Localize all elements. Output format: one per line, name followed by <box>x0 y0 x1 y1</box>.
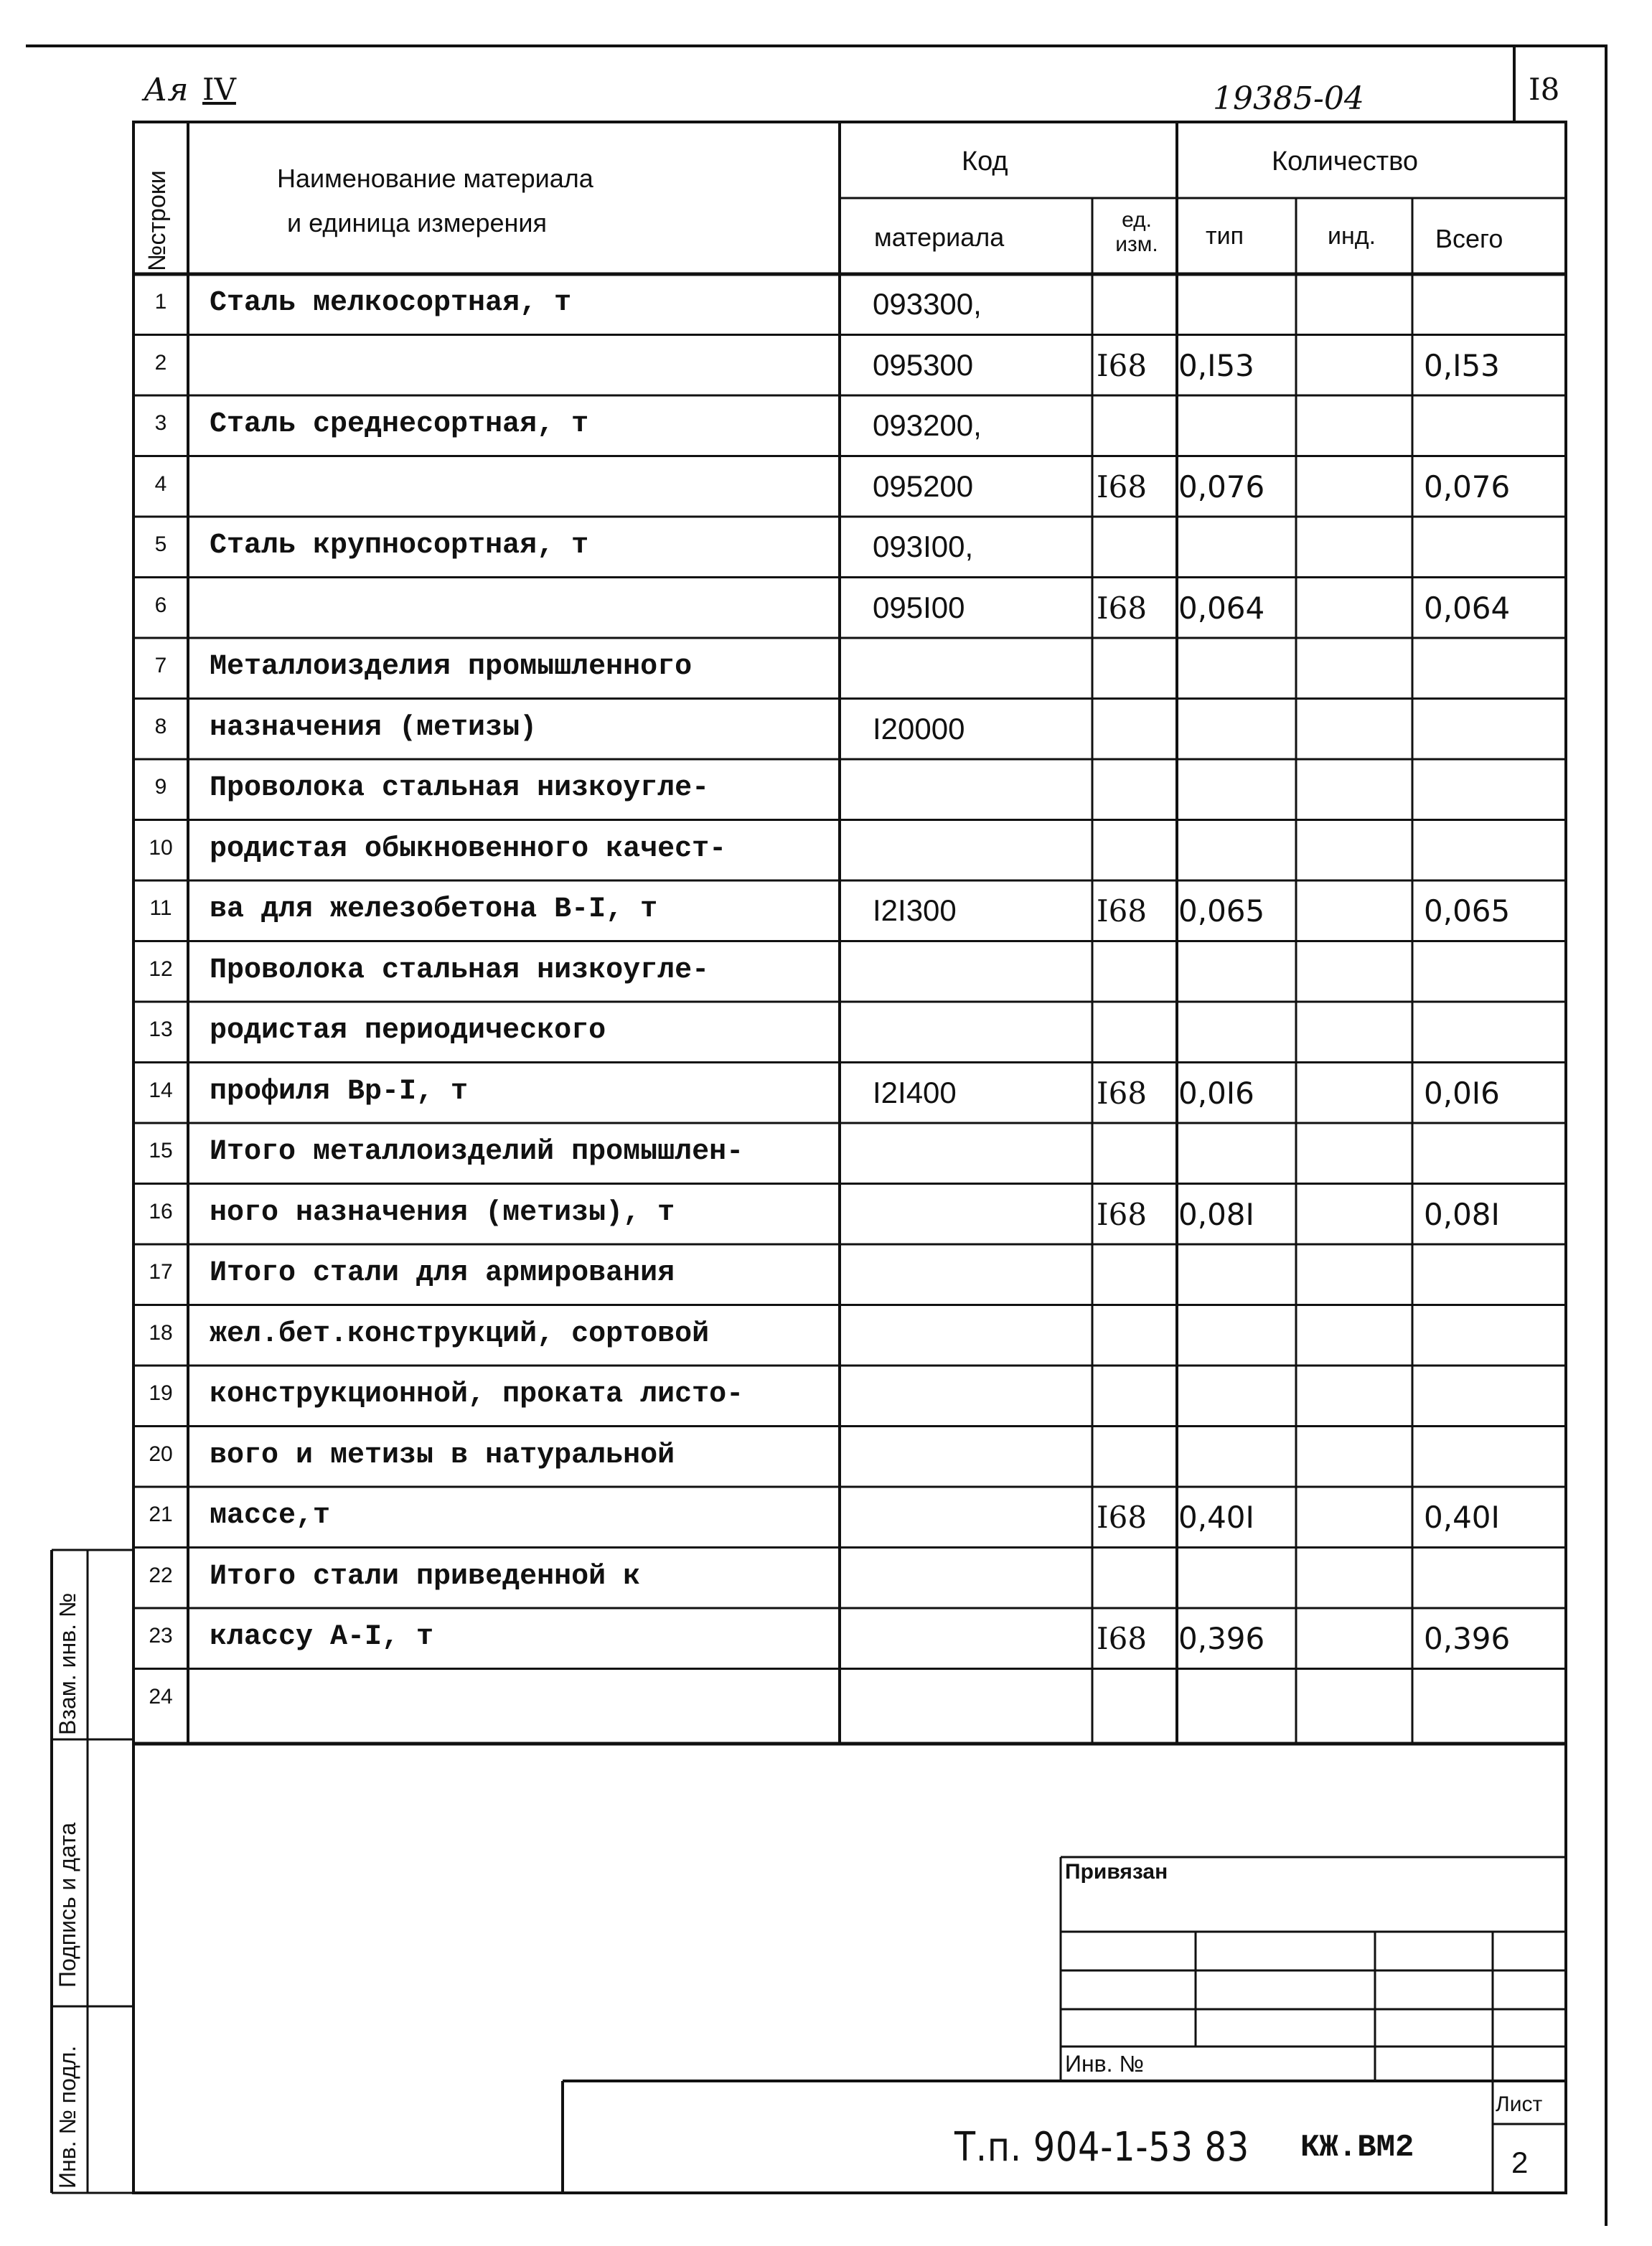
row-number: 21 <box>149 1503 173 1526</box>
cell-type: 0,08I <box>1178 1196 1254 1232</box>
row-number: 2 <box>154 350 167 375</box>
cell-total: 0,064 <box>1424 590 1511 626</box>
row-number: 24 <box>149 1684 173 1709</box>
doc-number: 19385-04 <box>1213 80 1364 117</box>
cell-type: 0,396 <box>1178 1621 1265 1656</box>
cell-code: 093300, <box>873 287 982 321</box>
cell-unit: I68 <box>1097 893 1148 929</box>
cell-name: Проволока стальная низкоугле- <box>210 954 710 987</box>
header-quantity: Количество <box>1272 146 1419 177</box>
row-number: 3 <box>154 411 167 435</box>
side-label-vzam-inv: Взам. инв. № <box>55 1592 80 1735</box>
cell-unit: I68 <box>1097 347 1148 383</box>
stamp-sheet-label: Лист <box>1496 2092 1543 2116</box>
cell-total: 0,I53 <box>1424 347 1500 383</box>
row-number: 8 <box>154 714 167 738</box>
row-number: 9 <box>154 775 167 799</box>
cell-type: 0,40I <box>1178 1500 1254 1535</box>
cell-name: родистая обыкновенного качест- <box>210 832 727 865</box>
cell-code: 095200 <box>873 469 974 503</box>
cell-total: 0,396 <box>1424 1621 1511 1656</box>
header-roman-numeral: IV <box>202 72 236 107</box>
stamp-mark: КЖ.ВМ2 <box>1300 2130 1414 2166</box>
row-number: 22 <box>149 1563 173 1587</box>
header-code-material: материала <box>874 222 1005 252</box>
cell-unit: I68 <box>1097 1500 1148 1535</box>
row-number: 13 <box>149 1018 173 1041</box>
cell-code: 093I00, <box>873 530 974 563</box>
cell-name: Итого стали для армирования <box>210 1257 675 1289</box>
page-number: I8 <box>1529 72 1560 107</box>
cell-name: ва для железобетона В-I, т <box>210 893 658 926</box>
row-number: 6 <box>154 593 167 617</box>
header-name-line2: и единица измерения <box>287 208 548 238</box>
row-number: 20 <box>149 1442 173 1466</box>
header-code: Код <box>962 146 1008 177</box>
row-number: 4 <box>154 471 167 496</box>
cell-code: 093200, <box>873 408 982 442</box>
cell-type: 0,064 <box>1178 590 1265 626</box>
cell-code: I2I400 <box>873 1075 957 1109</box>
cell-code: I2I300 <box>873 893 957 927</box>
cell-name: родистая периодического <box>210 1015 606 1047</box>
cell-name: профиля Вр-I, т <box>210 1075 469 1108</box>
row-number: 17 <box>149 1260 173 1284</box>
side-label-inv-podl: Инв. № подл. <box>55 2045 80 2189</box>
stamp-privyazan: Привязан <box>1065 1860 1168 1884</box>
cell-name: классу А-I, т <box>210 1621 434 1653</box>
cell-name: Сталь мелкосортная, т <box>210 287 572 319</box>
cell-name: конструкционной, проката листо- <box>210 1378 744 1411</box>
cell-name: массе,т <box>210 1500 331 1532</box>
row-number: 1 <box>154 290 167 314</box>
header-row-number: №строки <box>144 170 171 271</box>
row-number: 15 <box>149 1139 173 1162</box>
row-number: 10 <box>149 835 173 860</box>
row-number: 18 <box>149 1320 173 1345</box>
cell-total: 0,076 <box>1424 469 1511 504</box>
header-qty-type: тип <box>1206 222 1244 250</box>
row-number: 23 <box>149 1624 173 1648</box>
cell-name: ного назначения (метизы), т <box>210 1196 675 1229</box>
stamp-designation: Т.п. 904-1-53 83 <box>954 2124 1249 2171</box>
stamp-inv-no: Инв. № <box>1065 2051 1144 2077</box>
cell-name: Итого стали приведенной к <box>210 1560 641 1593</box>
row-number: 16 <box>149 1199 173 1223</box>
row-number: 14 <box>149 1078 173 1102</box>
header-handwritten-mark: Ая <box>144 72 189 108</box>
cell-name: Итого металлоизделий промышлен- <box>210 1136 744 1168</box>
cell-unit: I68 <box>1097 1075 1148 1111</box>
cell-code: I20000 <box>873 711 965 746</box>
row-number: 11 <box>149 896 172 920</box>
cell-name: вого и метизы в натуральной <box>210 1439 675 1472</box>
header-name-line1: Наименование материала <box>277 164 593 193</box>
cell-name: жел.бет.конструкций, сортовой <box>210 1317 710 1350</box>
row-number: 19 <box>149 1381 173 1405</box>
cell-unit: I68 <box>1097 469 1148 504</box>
side-label-podpis-data: Подпись и дата <box>55 1822 80 1988</box>
cell-name: Проволока стальная низкоугле- <box>210 772 710 804</box>
cell-total: 0,065 <box>1424 893 1511 929</box>
cell-type: 0,I53 <box>1178 347 1254 383</box>
row-number: 12 <box>149 957 173 981</box>
header-qty-ind: инд. <box>1328 222 1376 250</box>
cell-name: Металлоизделия промышленного <box>210 651 693 683</box>
cell-unit: I68 <box>1097 1196 1148 1232</box>
cell-name: Сталь среднесортная, т <box>210 408 589 441</box>
cell-unit: I68 <box>1097 1621 1148 1656</box>
header-qty-total: Всего <box>1435 224 1503 253</box>
cell-name: Сталь крупносортная, т <box>210 530 589 562</box>
cell-code: 095I00 <box>873 590 965 624</box>
row-number: 5 <box>154 532 167 556</box>
header-code-unit: ед. изм. <box>1115 208 1158 256</box>
cell-type: 0,065 <box>1178 893 1265 929</box>
cell-code: 095300 <box>873 347 974 382</box>
cell-name: назначения (метизы) <box>210 711 538 744</box>
cell-unit: I68 <box>1097 590 1148 626</box>
stamp-sheet-number: 2 <box>1511 2146 1529 2179</box>
row-number: 7 <box>154 654 167 677</box>
cell-type: 0,076 <box>1178 469 1265 504</box>
cell-total: 0,08I <box>1424 1196 1500 1232</box>
cell-total: 0,0I6 <box>1424 1075 1500 1111</box>
cell-type: 0,0I6 <box>1178 1075 1254 1111</box>
cell-total: 0,40I <box>1424 1500 1500 1535</box>
